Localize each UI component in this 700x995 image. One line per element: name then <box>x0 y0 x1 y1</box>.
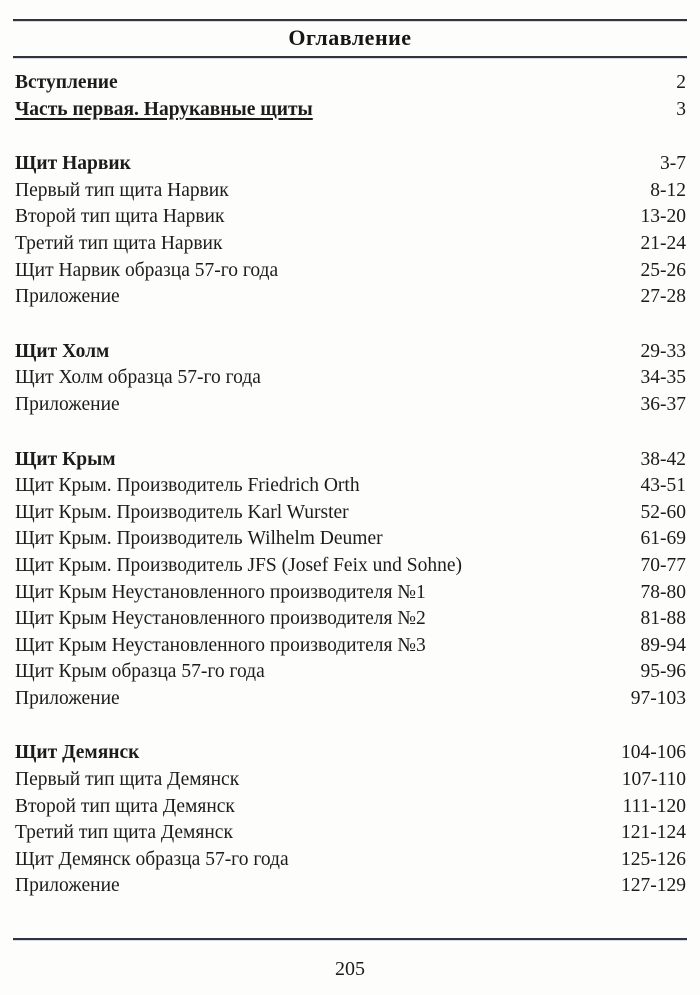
footer-rule <box>13 938 687 940</box>
toc-entry-label: Второй тип щита Нарвик <box>15 206 225 228</box>
toc-row <box>15 553 686 580</box>
title-underline-rule <box>13 56 687 58</box>
toc-entry-label: Вступление <box>15 72 118 93</box>
toc-entry-label: Часть первая. Нарукавные щиты <box>15 98 313 120</box>
toc-entry-pages: 36-37 <box>640 393 686 415</box>
toc-entry-pages: 3-7 <box>660 153 686 175</box>
toc-entry-label: Щит Крым. Производитель Karl Wurster <box>15 501 349 523</box>
toc-row <box>15 339 686 366</box>
toc-entry-label: Щит Холм образца 57-го года <box>15 367 261 389</box>
toc-section <box>15 70 686 123</box>
toc-entry-label: Щит Нарвик <box>15 153 131 175</box>
toc-row <box>15 365 686 392</box>
toc-entry-pages: 21-24 <box>640 232 686 254</box>
toc-entry-pages: 2 <box>676 72 686 93</box>
toc-entry-pages: 52-60 <box>640 501 686 523</box>
toc-row <box>15 258 686 285</box>
toc-entry-label: Щит Крым. Производитель JFS (Josef Feix und Sohne) <box>15 554 462 576</box>
toc-row <box>15 392 686 419</box>
toc-entry-label: Приложение <box>15 286 120 308</box>
toc-entry-pages: 121-124 <box>621 822 686 844</box>
toc-entry-pages: 38-42 <box>640 448 686 470</box>
toc-entry-pages: 8-12 <box>650 179 686 201</box>
toc-entry-label: Щит Крым Неустановленного производителя №2 <box>15 608 426 630</box>
toc-section <box>15 151 686 311</box>
toc-section <box>15 339 686 419</box>
toc-row <box>15 151 686 178</box>
toc-row <box>15 447 686 474</box>
toc-row <box>15 526 686 553</box>
toc-entry-pages: 81-88 <box>640 608 686 630</box>
toc-entry-pages: 43-51 <box>640 475 686 497</box>
toc-entry-pages: 127-129 <box>621 875 686 897</box>
toc-entry-pages: 111-120 <box>622 795 686 817</box>
toc-row <box>15 659 686 686</box>
toc-row <box>15 767 686 794</box>
toc-entry-label: Щит Крым. Производитель Friedrich Orth <box>15 475 360 497</box>
toc-entry-pages: 104-106 <box>621 742 686 764</box>
toc-entry-label: Приложение <box>15 875 120 897</box>
toc-entry-pages: 13-20 <box>640 206 686 228</box>
toc-entry-label: Щит Крым <box>15 448 116 470</box>
toc-row <box>15 97 686 124</box>
toc-entry-label: Щит Демянск <box>15 742 140 764</box>
toc-row <box>15 873 686 900</box>
toc-section <box>15 447 686 713</box>
toc-row <box>15 284 686 311</box>
toc-entry-label: Щит Крым Неустановленного производителя №1 <box>15 581 426 603</box>
toc-row <box>15 231 686 258</box>
toc-entry-label: Второй тип щита Демянск <box>15 795 235 817</box>
page-number: 205 <box>335 958 365 980</box>
toc-row <box>15 204 686 231</box>
toc-row <box>15 686 686 713</box>
toc-entry-pages: 61-69 <box>640 528 686 550</box>
toc-row <box>15 473 686 500</box>
toc-entry-label: Щит Крым образца 57-го года <box>15 661 265 683</box>
toc-entry-label: Приложение <box>15 687 120 709</box>
toc-row <box>15 606 686 633</box>
page-title: Оглавление <box>288 25 412 50</box>
toc-row <box>15 580 686 607</box>
toc-entry-pages: 125-126 <box>621 848 686 870</box>
toc-entry-pages: 89-94 <box>640 634 686 656</box>
toc-row <box>15 70 686 97</box>
toc-entry-pages: 107-110 <box>621 769 686 791</box>
toc-entry-label: Приложение <box>15 393 120 415</box>
toc-entry-label: Третий тип щита Нарвик <box>15 232 223 254</box>
toc-entry-label: Щит Крым Неустановленного производителя №3 <box>15 634 426 656</box>
toc-row <box>15 794 686 821</box>
toc-row <box>15 500 686 527</box>
toc-row <box>15 820 686 847</box>
toc-entry-pages: 27-28 <box>640 286 686 308</box>
toc-entry-pages: 78-80 <box>640 581 686 603</box>
toc-entry-pages: 34-35 <box>640 367 686 389</box>
toc-entry-pages: 3 <box>676 98 686 120</box>
toc-row <box>15 633 686 660</box>
toc-entry-label: Щит Нарвик образца 57-го года <box>15 259 279 281</box>
toc-section <box>15 740 686 900</box>
top-rule <box>13 19 687 21</box>
toc-entry-pages: 29-33 <box>640 340 686 362</box>
toc-entry-label: Щит Холм <box>15 340 110 362</box>
toc-entry-pages: 95-96 <box>640 661 686 683</box>
table-of-contents <box>15 70 686 900</box>
toc-entry-label: Третий тип щита Демянск <box>15 822 233 844</box>
toc-entry-label: Щит Демянск образца 57-го года <box>15 848 289 870</box>
toc-entry-pages: 97-103 <box>630 687 686 709</box>
toc-entry-label: Щит Крым. Производитель Wilhelm Deumer <box>15 528 383 550</box>
toc-entry-label: Первый тип щита Нарвик <box>15 179 229 201</box>
toc-row <box>15 740 686 767</box>
toc-row <box>15 847 686 874</box>
toc-entry-pages: 70-77 <box>640 554 686 576</box>
toc-row <box>15 178 686 205</box>
toc-entry-label: Первый тип щита Демянск <box>15 769 240 791</box>
toc-entry-pages: 25-26 <box>640 259 686 281</box>
